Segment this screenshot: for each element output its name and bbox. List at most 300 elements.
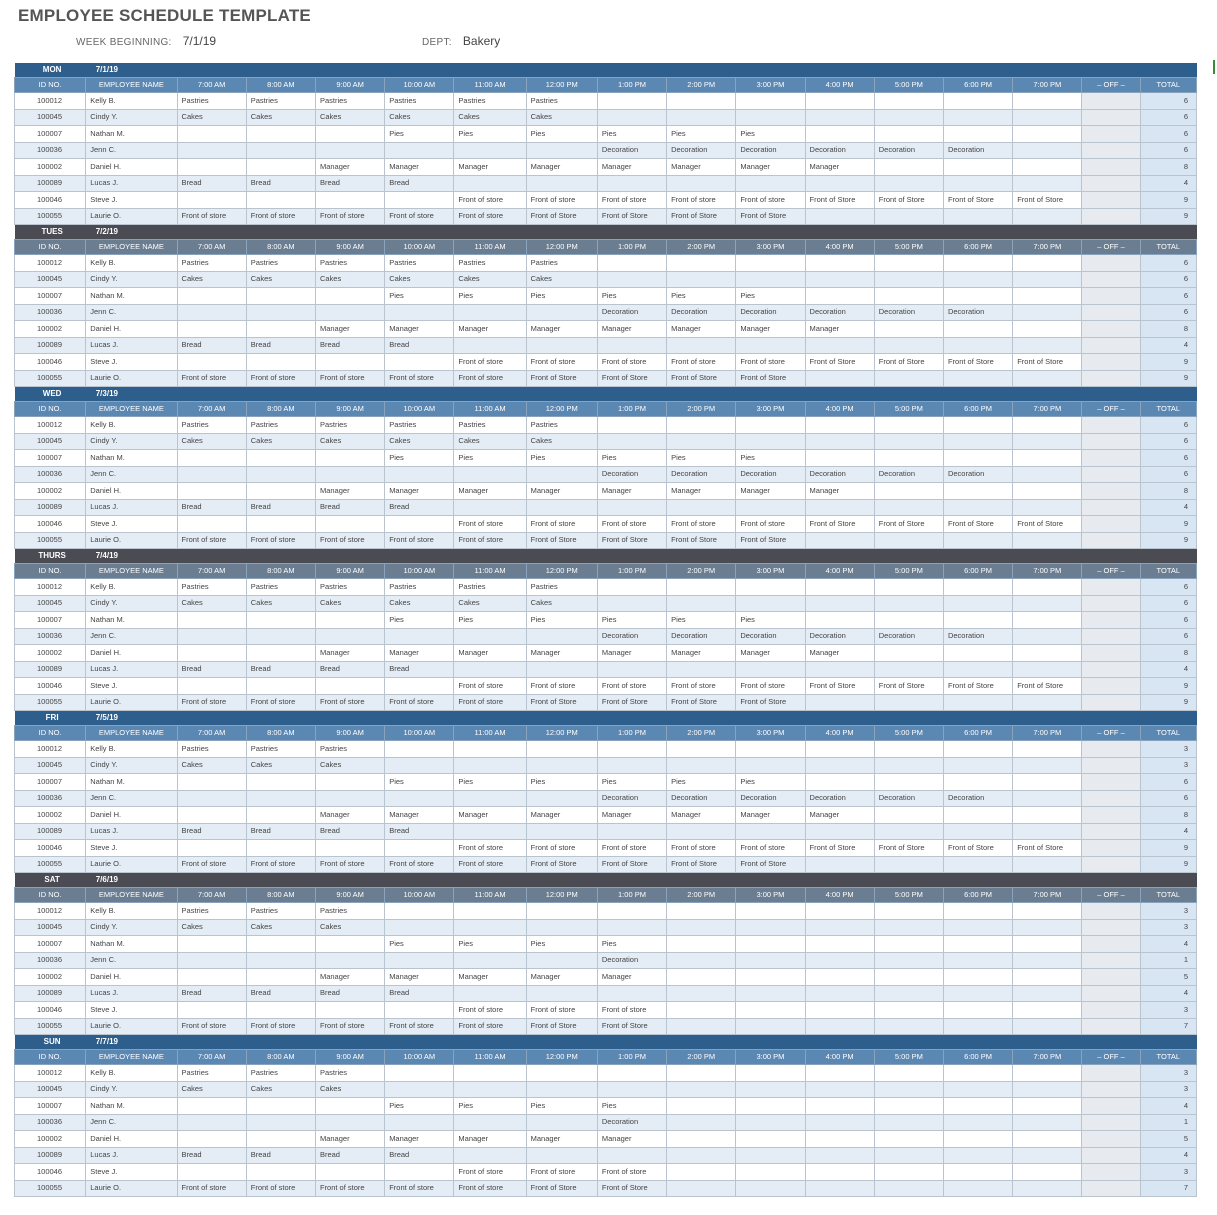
shift-cell[interactable]: Cakes [385, 109, 454, 126]
shift-cell[interactable]: Front of store [736, 516, 805, 533]
shift-cell[interactable] [943, 807, 1012, 824]
employee-id-cell[interactable]: 100055 [15, 370, 86, 387]
shift-cell[interactable] [246, 304, 315, 321]
shift-cell[interactable]: Decoration [805, 628, 874, 645]
shift-cell[interactable]: Decoration [805, 304, 874, 321]
employee-name-cell[interactable]: Kelly B. [86, 1065, 177, 1082]
shift-cell[interactable]: Pies [736, 612, 805, 629]
shift-cell[interactable] [943, 612, 1012, 629]
shift-cell[interactable] [943, 985, 1012, 1002]
shift-cell[interactable] [667, 952, 736, 969]
shift-cell[interactable]: Front of store [454, 532, 526, 549]
shift-cell[interactable]: Pies [454, 936, 526, 953]
shift-cell[interactable] [667, 1018, 736, 1035]
shift-cell[interactable] [736, 661, 805, 678]
shift-cell[interactable]: Front of store [667, 192, 736, 209]
shift-cell[interactable]: Decoration [667, 466, 736, 483]
shift-cell[interactable]: Cakes [526, 271, 597, 288]
shift-cell[interactable]: Cakes [385, 271, 454, 288]
shift-cell[interactable]: Manager [805, 483, 874, 500]
shift-cell[interactable]: Decoration [736, 466, 805, 483]
shift-cell[interactable] [943, 370, 1012, 387]
shift-cell[interactable] [874, 856, 943, 873]
shift-cell[interactable]: Front of store [246, 856, 315, 873]
employee-name-cell[interactable]: Cindy Y. [86, 109, 177, 126]
employee-id-cell[interactable]: 100089 [15, 661, 86, 678]
shift-cell[interactable] [315, 612, 384, 629]
shift-cell[interactable] [874, 271, 943, 288]
shift-cell[interactable]: Decoration [597, 466, 666, 483]
shift-cell[interactable] [246, 142, 315, 159]
shift-cell[interactable]: Bread [385, 175, 454, 192]
shift-cell[interactable] [943, 694, 1012, 711]
shift-cell[interactable] [943, 255, 1012, 272]
shift-cell[interactable] [943, 93, 1012, 110]
shift-cell[interactable]: Bread [385, 499, 454, 516]
shift-cell[interactable]: Front of Store [943, 516, 1012, 533]
shift-cell[interactable] [667, 1180, 736, 1197]
shift-cell[interactable]: Pastries [385, 255, 454, 272]
shift-cell[interactable] [943, 1164, 1012, 1181]
shift-cell[interactable]: Pastries [246, 255, 315, 272]
shift-cell[interactable] [874, 823, 943, 840]
shift-cell[interactable]: Front of store [667, 678, 736, 695]
shift-cell[interactable]: Front of Store [597, 370, 666, 387]
shift-cell[interactable] [597, 433, 666, 450]
shift-cell[interactable]: Front of Store [805, 192, 874, 209]
shift-cell[interactable]: Front of store [315, 856, 384, 873]
shift-cell[interactable] [1013, 304, 1082, 321]
shift-cell[interactable] [667, 823, 736, 840]
shift-cell[interactable] [736, 1018, 805, 1035]
shift-cell[interactable] [874, 337, 943, 354]
shift-cell[interactable] [667, 1065, 736, 1082]
shift-cell[interactable] [667, 757, 736, 774]
off-cell[interactable] [1082, 109, 1140, 126]
off-cell[interactable] [1082, 595, 1140, 612]
shift-cell[interactable] [246, 807, 315, 824]
shift-cell[interactable] [805, 919, 874, 936]
shift-cell[interactable]: Front of store [385, 1018, 454, 1035]
day-date[interactable]: 7/4/19 [86, 549, 1197, 564]
employee-name-cell[interactable]: Lucas J. [86, 661, 177, 678]
shift-cell[interactable]: Pies [736, 450, 805, 467]
shift-cell[interactable]: Pastries [526, 579, 597, 596]
shift-cell[interactable] [874, 1081, 943, 1098]
shift-cell[interactable]: Pastries [454, 255, 526, 272]
shift-cell[interactable]: Front of Store [805, 678, 874, 695]
shift-cell[interactable]: Front of Store [526, 208, 597, 225]
shift-cell[interactable]: Front of store [385, 370, 454, 387]
shift-cell[interactable] [1013, 208, 1082, 225]
shift-cell[interactable]: Cakes [177, 1081, 246, 1098]
off-cell[interactable] [1082, 903, 1140, 920]
shift-cell[interactable] [246, 321, 315, 338]
shift-cell[interactable] [805, 126, 874, 143]
shift-cell[interactable]: Front of store [526, 1164, 597, 1181]
shift-cell[interactable] [246, 678, 315, 695]
shift-cell[interactable] [454, 790, 526, 807]
shift-cell[interactable]: Decoration [597, 790, 666, 807]
shift-cell[interactable] [454, 499, 526, 516]
shift-cell[interactable] [874, 321, 943, 338]
shift-cell[interactable] [943, 175, 1012, 192]
employee-name-cell[interactable]: Daniel H. [86, 483, 177, 500]
shift-cell[interactable] [805, 612, 874, 629]
shift-cell[interactable]: Front of store [526, 678, 597, 695]
employee-name-cell[interactable]: Cindy Y. [86, 919, 177, 936]
employee-id-cell[interactable]: 100045 [15, 595, 86, 612]
shift-cell[interactable] [454, 903, 526, 920]
shift-cell[interactable] [526, 741, 597, 758]
shift-cell[interactable] [805, 175, 874, 192]
shift-cell[interactable] [1013, 628, 1082, 645]
employee-id-cell[interactable]: 100089 [15, 823, 86, 840]
shift-cell[interactable]: Pastries [454, 417, 526, 434]
shift-cell[interactable] [667, 579, 736, 596]
shift-cell[interactable]: Manager [667, 807, 736, 824]
shift-cell[interactable] [805, 1131, 874, 1148]
shift-cell[interactable] [943, 645, 1012, 662]
shift-cell[interactable]: Decoration [805, 142, 874, 159]
shift-cell[interactable] [315, 126, 384, 143]
shift-cell[interactable]: Manager [385, 969, 454, 986]
shift-cell[interactable] [1013, 952, 1082, 969]
shift-cell[interactable]: Front of Store [874, 516, 943, 533]
employee-id-cell[interactable]: 100055 [15, 532, 86, 549]
off-cell[interactable] [1082, 532, 1140, 549]
shift-cell[interactable] [177, 126, 246, 143]
shift-cell[interactable]: Front of store [597, 192, 666, 209]
shift-cell[interactable]: Manager [597, 159, 666, 176]
shift-cell[interactable] [805, 337, 874, 354]
shift-cell[interactable]: Front of Store [943, 678, 1012, 695]
shift-cell[interactable] [943, 1018, 1012, 1035]
shift-cell[interactable]: Bread [177, 661, 246, 678]
shift-cell[interactable] [526, 142, 597, 159]
shift-cell[interactable] [526, 1114, 597, 1131]
shift-cell[interactable] [385, 903, 454, 920]
employee-name-cell[interactable]: Jenn C. [86, 304, 177, 321]
shift-cell[interactable]: Front of Store [1013, 354, 1082, 371]
off-cell[interactable] [1082, 516, 1140, 533]
shift-cell[interactable] [943, 595, 1012, 612]
shift-cell[interactable]: Manager [667, 645, 736, 662]
off-cell[interactable] [1082, 321, 1140, 338]
shift-cell[interactable] [667, 1081, 736, 1098]
shift-cell[interactable] [246, 466, 315, 483]
shift-cell[interactable] [736, 271, 805, 288]
shift-cell[interactable] [943, 1147, 1012, 1164]
shift-cell[interactable]: Cakes [246, 271, 315, 288]
off-cell[interactable] [1082, 142, 1140, 159]
shift-cell[interactable] [805, 936, 874, 953]
shift-cell[interactable] [1013, 532, 1082, 549]
shift-cell[interactable]: Manager [315, 321, 384, 338]
shift-cell[interactable]: Front of store [246, 532, 315, 549]
shift-cell[interactable]: Pies [385, 774, 454, 791]
shift-cell[interactable] [1013, 969, 1082, 986]
shift-cell[interactable] [805, 1098, 874, 1115]
shift-cell[interactable]: Pies [526, 450, 597, 467]
shift-cell[interactable] [177, 1098, 246, 1115]
shift-cell[interactable] [943, 856, 1012, 873]
shift-cell[interactable] [874, 936, 943, 953]
shift-cell[interactable] [874, 1164, 943, 1181]
shift-cell[interactable]: Pies [454, 774, 526, 791]
shift-cell[interactable]: Front of store [177, 1018, 246, 1035]
off-cell[interactable] [1082, 1131, 1140, 1148]
shift-cell[interactable] [597, 109, 666, 126]
employee-id-cell[interactable]: 100012 [15, 741, 86, 758]
shift-cell[interactable] [315, 936, 384, 953]
shift-cell[interactable] [736, 823, 805, 840]
shift-cell[interactable] [943, 823, 1012, 840]
off-cell[interactable] [1082, 628, 1140, 645]
shift-cell[interactable] [736, 741, 805, 758]
shift-cell[interactable] [315, 142, 384, 159]
shift-cell[interactable] [943, 1081, 1012, 1098]
shift-cell[interactable] [736, 952, 805, 969]
off-cell[interactable] [1082, 1147, 1140, 1164]
shift-cell[interactable]: Manager [805, 645, 874, 662]
shift-cell[interactable] [315, 1164, 384, 1181]
shift-cell[interactable]: Decoration [805, 466, 874, 483]
shift-cell[interactable] [874, 807, 943, 824]
off-cell[interactable] [1082, 126, 1140, 143]
shift-cell[interactable]: Pies [454, 288, 526, 305]
shift-cell[interactable]: Manager [736, 645, 805, 662]
shift-cell[interactable] [385, 466, 454, 483]
shift-cell[interactable]: Pastries [177, 93, 246, 110]
shift-cell[interactable] [315, 840, 384, 857]
shift-cell[interactable] [805, 417, 874, 434]
shift-cell[interactable] [736, 579, 805, 596]
shift-cell[interactable]: Pastries [526, 93, 597, 110]
shift-cell[interactable] [1013, 271, 1082, 288]
employee-name-cell[interactable]: Laurie O. [86, 1180, 177, 1197]
employee-name-cell[interactable]: Cindy Y. [86, 1081, 177, 1098]
shift-cell[interactable] [805, 532, 874, 549]
shift-cell[interactable]: Pastries [246, 1065, 315, 1082]
shift-cell[interactable] [246, 936, 315, 953]
shift-cell[interactable] [667, 255, 736, 272]
shift-cell[interactable] [736, 93, 805, 110]
shift-cell[interactable]: Front of store [385, 208, 454, 225]
shift-cell[interactable] [667, 595, 736, 612]
shift-cell[interactable] [736, 985, 805, 1002]
shift-cell[interactable] [246, 1131, 315, 1148]
off-cell[interactable] [1082, 271, 1140, 288]
shift-cell[interactable]: Manager [315, 159, 384, 176]
shift-cell[interactable]: Pies [736, 126, 805, 143]
shift-cell[interactable] [736, 757, 805, 774]
shift-cell[interactable]: Cakes [177, 109, 246, 126]
off-cell[interactable] [1082, 678, 1140, 695]
shift-cell[interactable] [315, 678, 384, 695]
shift-cell[interactable] [454, 919, 526, 936]
shift-cell[interactable]: Bread [246, 1147, 315, 1164]
employee-id-cell[interactable]: 100045 [15, 1081, 86, 1098]
shift-cell[interactable] [805, 856, 874, 873]
shift-cell[interactable] [667, 175, 736, 192]
shift-cell[interactable] [1013, 595, 1082, 612]
shift-cell[interactable]: Cakes [385, 595, 454, 612]
shift-cell[interactable] [526, 903, 597, 920]
shift-cell[interactable] [805, 288, 874, 305]
shift-cell[interactable] [454, 661, 526, 678]
shift-cell[interactable]: Decoration [943, 628, 1012, 645]
shift-cell[interactable]: Front of store [246, 694, 315, 711]
shift-cell[interactable]: Pastries [246, 579, 315, 596]
shift-cell[interactable]: Front of store [454, 840, 526, 857]
shift-cell[interactable] [1013, 433, 1082, 450]
shift-cell[interactable]: Decoration [874, 142, 943, 159]
shift-cell[interactable] [454, 142, 526, 159]
off-cell[interactable] [1082, 919, 1140, 936]
shift-cell[interactable] [943, 741, 1012, 758]
shift-cell[interactable] [315, 304, 384, 321]
shift-cell[interactable]: Pies [597, 1098, 666, 1115]
shift-cell[interactable] [943, 499, 1012, 516]
shift-cell[interactable] [667, 1002, 736, 1019]
shift-cell[interactable] [1013, 337, 1082, 354]
shift-cell[interactable]: Front of store [246, 208, 315, 225]
shift-cell[interactable]: Decoration [736, 304, 805, 321]
employee-id-cell[interactable]: 100046 [15, 840, 86, 857]
shift-cell[interactable]: Manager [526, 1131, 597, 1148]
shift-cell[interactable] [1013, 255, 1082, 272]
employee-name-cell[interactable]: Daniel H. [86, 159, 177, 176]
shift-cell[interactable] [943, 936, 1012, 953]
shift-cell[interactable]: Pies [597, 450, 666, 467]
shift-cell[interactable] [667, 417, 736, 434]
employee-id-cell[interactable]: 100045 [15, 433, 86, 450]
shift-cell[interactable] [177, 645, 246, 662]
shift-cell[interactable]: Pies [454, 450, 526, 467]
shift-cell[interactable]: Cakes [526, 109, 597, 126]
shift-cell[interactable] [805, 450, 874, 467]
shift-cell[interactable] [736, 1002, 805, 1019]
shift-cell[interactable] [1013, 1131, 1082, 1148]
shift-cell[interactable]: Pies [526, 288, 597, 305]
shift-cell[interactable]: Front of store [454, 1164, 526, 1181]
shift-cell[interactable]: Decoration [667, 628, 736, 645]
shift-cell[interactable] [597, 337, 666, 354]
shift-cell[interactable] [246, 612, 315, 629]
shift-cell[interactable]: Pies [385, 936, 454, 953]
shift-cell[interactable] [177, 840, 246, 857]
shift-cell[interactable]: Bread [315, 499, 384, 516]
shift-cell[interactable] [597, 919, 666, 936]
shift-cell[interactable]: Front of store [736, 192, 805, 209]
shift-cell[interactable] [805, 1114, 874, 1131]
shift-cell[interactable] [1013, 175, 1082, 192]
shift-cell[interactable]: Front of Store [1013, 840, 1082, 857]
shift-cell[interactable]: Front of store [597, 1164, 666, 1181]
shift-cell[interactable]: Front of store [736, 354, 805, 371]
employee-name-cell[interactable]: Steve J. [86, 678, 177, 695]
off-cell[interactable] [1082, 175, 1140, 192]
shift-cell[interactable] [943, 774, 1012, 791]
employee-id-cell[interactable]: 100046 [15, 678, 86, 695]
employee-name-cell[interactable]: Cindy Y. [86, 433, 177, 450]
shift-cell[interactable] [874, 208, 943, 225]
off-cell[interactable] [1082, 823, 1140, 840]
shift-cell[interactable]: Front of Store [526, 856, 597, 873]
shift-cell[interactable] [246, 1002, 315, 1019]
employee-id-cell[interactable]: 100036 [15, 790, 86, 807]
shift-cell[interactable]: Front of store [315, 1180, 384, 1197]
shift-cell[interactable] [943, 483, 1012, 500]
shift-cell[interactable] [1013, 661, 1082, 678]
shift-cell[interactable] [943, 321, 1012, 338]
shift-cell[interactable]: Front of store [385, 856, 454, 873]
shift-cell[interactable]: Bread [315, 1147, 384, 1164]
employee-id-cell[interactable]: 100046 [15, 1002, 86, 1019]
shift-cell[interactable]: Front of store [246, 1180, 315, 1197]
shift-cell[interactable] [805, 694, 874, 711]
shift-cell[interactable]: Front of Store [805, 840, 874, 857]
employee-name-cell[interactable]: Laurie O. [86, 532, 177, 549]
off-cell[interactable] [1082, 354, 1140, 371]
shift-cell[interactable]: Front of store [177, 694, 246, 711]
shift-cell[interactable] [454, 337, 526, 354]
shift-cell[interactable]: Pies [385, 450, 454, 467]
shift-cell[interactable]: Front of store [315, 208, 384, 225]
shift-cell[interactable] [736, 1081, 805, 1098]
employee-name-cell[interactable]: Steve J. [86, 840, 177, 857]
employee-id-cell[interactable]: 100045 [15, 919, 86, 936]
shift-cell[interactable] [736, 175, 805, 192]
shift-cell[interactable]: Manager [315, 645, 384, 662]
shift-cell[interactable] [315, 450, 384, 467]
shift-cell[interactable]: Cakes [315, 757, 384, 774]
employee-id-cell[interactable]: 100002 [15, 1131, 86, 1148]
shift-cell[interactable] [874, 370, 943, 387]
off-cell[interactable] [1082, 466, 1140, 483]
employee-name-cell[interactable]: Laurie O. [86, 694, 177, 711]
employee-id-cell[interactable]: 100012 [15, 903, 86, 920]
shift-cell[interactable] [246, 628, 315, 645]
shift-cell[interactable] [526, 919, 597, 936]
shift-cell[interactable] [805, 1164, 874, 1181]
shift-cell[interactable]: Front of store [454, 1002, 526, 1019]
shift-cell[interactable] [874, 903, 943, 920]
shift-cell[interactable] [667, 499, 736, 516]
shift-cell[interactable] [1013, 159, 1082, 176]
shift-cell[interactable]: Front of Store [1013, 192, 1082, 209]
employee-id-cell[interactable]: 100036 [15, 304, 86, 321]
off-cell[interactable] [1082, 1114, 1140, 1131]
shift-cell[interactable] [385, 919, 454, 936]
shift-cell[interactable] [454, 985, 526, 1002]
shift-cell[interactable] [943, 532, 1012, 549]
shift-cell[interactable]: Front of Store [736, 694, 805, 711]
shift-cell[interactable]: Manager [597, 321, 666, 338]
shift-cell[interactable] [805, 969, 874, 986]
shift-cell[interactable] [177, 288, 246, 305]
shift-cell[interactable]: Cakes [246, 433, 315, 450]
shift-cell[interactable]: Cakes [177, 757, 246, 774]
shift-cell[interactable] [736, 1114, 805, 1131]
shift-cell[interactable] [736, 337, 805, 354]
shift-cell[interactable] [597, 417, 666, 434]
shift-cell[interactable] [874, 579, 943, 596]
shift-cell[interactable]: Decoration [874, 304, 943, 321]
shift-cell[interactable] [385, 628, 454, 645]
shift-cell[interactable] [736, 1065, 805, 1082]
